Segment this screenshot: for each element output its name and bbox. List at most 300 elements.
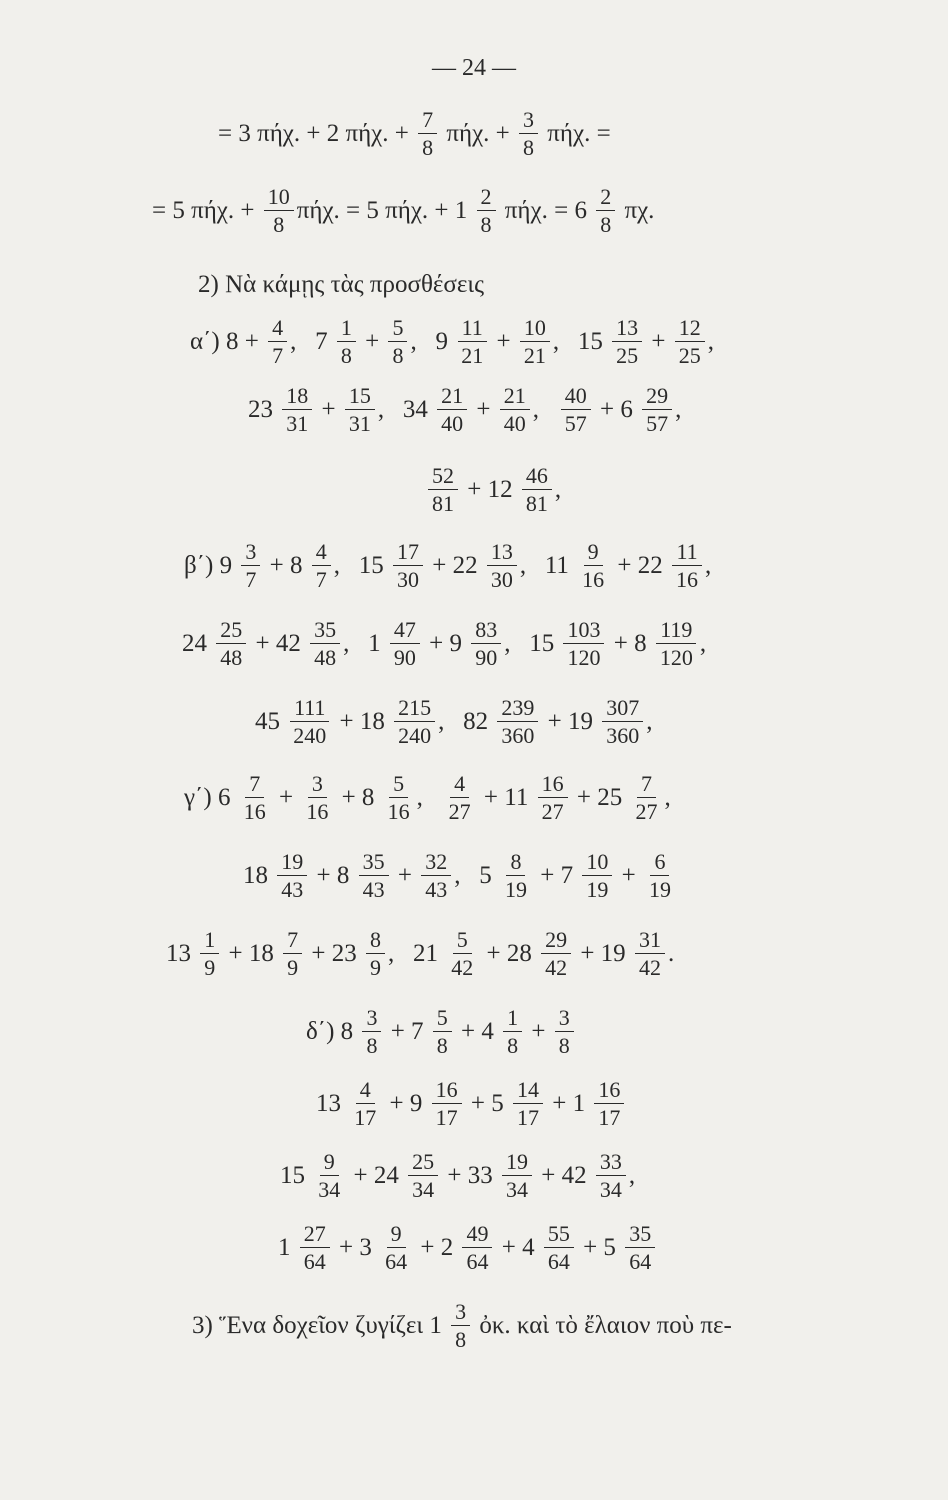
fraction bbox=[314, 1150, 344, 1201]
text-segment: + bbox=[490, 328, 517, 356]
fraction-numerator: 13 bbox=[612, 316, 642, 342]
fraction bbox=[594, 1078, 624, 1129]
text-segment: , bbox=[705, 552, 712, 580]
text-segment: 2) Νὰ κάμῃς τὰς προσθέσεις bbox=[198, 271, 485, 298]
fraction bbox=[345, 384, 375, 435]
text-segment: + 7 bbox=[533, 862, 580, 890]
text-segment: , bbox=[664, 784, 671, 812]
fraction-numerator: 10 bbox=[582, 850, 612, 876]
fraction bbox=[625, 1222, 655, 1273]
fraction-denominator: 9 bbox=[287, 955, 299, 981]
text-line bbox=[306, 1006, 577, 1057]
text-segment: 23 bbox=[248, 396, 280, 424]
text-segment: 13 bbox=[316, 1090, 348, 1118]
fraction-denominator: 34 bbox=[505, 1177, 528, 1203]
fraction-numerator: 7 bbox=[418, 108, 437, 134]
fraction-numerator: 2 bbox=[596, 185, 615, 211]
fraction bbox=[359, 850, 389, 901]
fraction bbox=[421, 850, 451, 901]
page-number: — 24 — bbox=[432, 55, 516, 81]
fraction bbox=[437, 384, 467, 435]
text-segment: , bbox=[532, 396, 558, 424]
text-line bbox=[166, 928, 674, 979]
text-segment: + 18 bbox=[333, 708, 392, 736]
fraction bbox=[241, 540, 260, 591]
fraction bbox=[264, 185, 294, 236]
text-segment: + 11 bbox=[477, 784, 535, 812]
text-segment: α΄) 8 + bbox=[190, 328, 266, 356]
text-line bbox=[192, 1300, 732, 1351]
fraction bbox=[635, 928, 665, 979]
fraction bbox=[544, 1222, 574, 1273]
text-line bbox=[184, 772, 671, 823]
fraction-numerator: 7 bbox=[283, 928, 302, 954]
text-segment: , 82 bbox=[438, 708, 495, 736]
text-segment: + 19 bbox=[574, 940, 632, 968]
fraction bbox=[433, 1006, 452, 1057]
text-segment: + 5 bbox=[464, 1090, 510, 1118]
text-segment: + 9 bbox=[422, 630, 469, 658]
fraction-numerator: 35 bbox=[625, 1222, 655, 1248]
text-segment: . bbox=[667, 940, 675, 968]
fraction-numerator: 4 bbox=[450, 772, 469, 798]
text-segment: + 3 bbox=[332, 1234, 379, 1262]
text-segment: , 11 bbox=[519, 552, 576, 580]
text-line bbox=[243, 850, 678, 901]
fraction bbox=[471, 618, 501, 669]
fraction-numerator: 21 bbox=[500, 384, 530, 410]
fraction-denominator: 42 bbox=[451, 955, 474, 981]
text-segment: + 5 bbox=[576, 1234, 623, 1262]
fraction bbox=[487, 540, 517, 591]
fraction-denominator: 48 bbox=[314, 645, 337, 671]
fraction-denominator: 8 bbox=[436, 1033, 448, 1059]
text-segment: πήχ. = bbox=[541, 120, 611, 148]
fraction bbox=[642, 384, 672, 435]
fraction-denominator: 64 bbox=[303, 1249, 326, 1275]
text-segment: + 24 bbox=[347, 1162, 406, 1190]
fraction-denominator: 8 bbox=[422, 135, 434, 161]
fraction-denominator: 42 bbox=[638, 955, 661, 981]
fraction bbox=[520, 316, 550, 367]
text-segment: + bbox=[272, 784, 300, 812]
fraction bbox=[631, 772, 661, 823]
text-segment: , 15 bbox=[552, 328, 610, 356]
fraction-denominator: 30 bbox=[396, 567, 419, 593]
text-segment: + 8 bbox=[310, 862, 356, 890]
text-line bbox=[280, 1150, 635, 1201]
fraction-denominator: 17 bbox=[354, 1105, 377, 1131]
fraction-denominator: 16 bbox=[676, 567, 699, 593]
fraction-numerator: 49 bbox=[462, 1222, 492, 1248]
text-segment: 24 bbox=[182, 630, 214, 658]
fraction-numerator: 9 bbox=[584, 540, 603, 566]
fraction bbox=[555, 1006, 574, 1057]
fraction bbox=[390, 618, 420, 669]
fraction bbox=[312, 540, 331, 591]
fraction bbox=[282, 384, 312, 435]
fraction bbox=[393, 540, 423, 591]
text-segment: + bbox=[525, 1018, 552, 1046]
fraction-numerator: 9 bbox=[320, 1150, 339, 1176]
text-segment: 3) Ἕνα δοχεῖον ζυγίζει 1 bbox=[192, 1312, 449, 1340]
fraction-denominator: 42 bbox=[545, 955, 568, 981]
text-segment: πχ. bbox=[618, 197, 655, 225]
fraction-denominator: 30 bbox=[490, 567, 513, 593]
fraction-numerator: 1 bbox=[200, 928, 219, 954]
fraction-numerator: 25 bbox=[216, 618, 246, 644]
fraction-numerator: 307 bbox=[602, 696, 643, 722]
fraction-denominator: 34 bbox=[318, 1177, 341, 1203]
fraction bbox=[384, 772, 414, 823]
text-line bbox=[198, 272, 484, 297]
fraction bbox=[337, 316, 356, 367]
text-segment: ὀκ. καὶ τὸ ἔλαιον ποὺ πε- bbox=[473, 1312, 732, 1340]
fraction-numerator: 239 bbox=[497, 696, 538, 722]
fraction bbox=[300, 1222, 330, 1273]
fraction-numerator: 32 bbox=[421, 850, 451, 876]
fraction bbox=[408, 1150, 438, 1201]
fraction-denominator: 64 bbox=[547, 1249, 570, 1275]
fraction-numerator: 10 bbox=[264, 185, 294, 211]
text-segment: + 4 bbox=[495, 1234, 541, 1262]
fraction bbox=[388, 316, 407, 367]
fraction bbox=[362, 1006, 381, 1057]
fraction-numerator: 1 bbox=[337, 316, 356, 342]
fraction bbox=[500, 384, 530, 435]
fraction-numerator: 27 bbox=[300, 1222, 330, 1248]
fraction-denominator: 240 bbox=[398, 723, 432, 749]
text-segment: γ΄) 6 bbox=[184, 784, 237, 812]
fraction-denominator: 8 bbox=[392, 343, 404, 369]
text-segment: 1 bbox=[278, 1234, 297, 1262]
text-segment: , 15 bbox=[333, 552, 390, 580]
fraction-denominator: 43 bbox=[425, 877, 448, 903]
fraction-denominator: 240 bbox=[293, 723, 327, 749]
fraction bbox=[216, 618, 246, 669]
fraction-denominator: 8 bbox=[340, 343, 352, 369]
fraction-denominator: 7 bbox=[272, 343, 284, 369]
fraction bbox=[656, 618, 697, 669]
text-segment: , 5 bbox=[454, 862, 498, 890]
fraction-denominator: 8 bbox=[558, 1033, 570, 1059]
fraction bbox=[582, 850, 612, 901]
text-segment: + 22 bbox=[611, 552, 670, 580]
text-segment: + 22 bbox=[425, 552, 484, 580]
text-segment: , bbox=[646, 708, 653, 736]
fraction-numerator: 9 bbox=[387, 1222, 406, 1248]
fraction-numerator: 29 bbox=[642, 384, 672, 410]
fraction-denominator: 8 bbox=[480, 212, 492, 238]
fraction-denominator: 27 bbox=[448, 799, 471, 825]
fraction-numerator: 12 bbox=[675, 316, 705, 342]
text-segment: + 8 bbox=[607, 630, 653, 658]
fraction-numerator: 35 bbox=[310, 618, 340, 644]
fraction-numerator: 31 bbox=[635, 928, 665, 954]
fraction-denominator: 57 bbox=[646, 411, 669, 437]
text-segment: + 8 bbox=[263, 552, 309, 580]
fraction-denominator: 64 bbox=[466, 1249, 489, 1275]
fraction-numerator: 19 bbox=[502, 1150, 532, 1176]
fraction-numerator: 103 bbox=[563, 618, 604, 644]
text-segment: , 15 bbox=[504, 630, 561, 658]
fraction bbox=[289, 696, 330, 747]
fraction-numerator: 29 bbox=[541, 928, 571, 954]
fraction-denominator: 16 bbox=[306, 799, 329, 825]
fraction bbox=[596, 185, 615, 236]
text-segment: 45 bbox=[255, 708, 287, 736]
fraction bbox=[268, 316, 287, 367]
fraction-numerator: 25 bbox=[408, 1150, 438, 1176]
text-segment: , bbox=[628, 1162, 636, 1190]
fraction-denominator: 81 bbox=[432, 491, 454, 517]
text-segment: + bbox=[358, 328, 386, 356]
fraction-denominator: 34 bbox=[412, 1177, 435, 1203]
fraction-numerator: 17 bbox=[393, 540, 423, 566]
fraction bbox=[240, 772, 270, 823]
fraction bbox=[502, 1150, 532, 1201]
fraction-denominator: 9 bbox=[369, 955, 381, 981]
text-segment: , 9 bbox=[410, 328, 455, 356]
text-segment: πήχ. = 5 πήχ. + 1 bbox=[296, 197, 474, 225]
fraction bbox=[578, 540, 608, 591]
fraction bbox=[541, 928, 571, 979]
fraction-numerator: 16 bbox=[538, 772, 568, 798]
text-segment: + 12 bbox=[461, 476, 519, 504]
text-segment: δ΄) 8 bbox=[306, 1018, 360, 1046]
text-segment: 18 bbox=[243, 862, 275, 890]
fraction-numerator: 8 bbox=[506, 850, 525, 876]
fraction-denominator: 21 bbox=[523, 343, 546, 369]
fraction-denominator: 16 bbox=[582, 567, 605, 593]
fraction-numerator: 13 bbox=[487, 540, 517, 566]
fraction-numerator: 6 bbox=[650, 850, 669, 876]
text-segment: , bbox=[416, 784, 442, 812]
text-segment: + 7 bbox=[384, 1018, 430, 1046]
fraction-numerator: 3 bbox=[451, 1300, 470, 1326]
fraction bbox=[522, 464, 552, 515]
fraction bbox=[561, 384, 591, 435]
fraction-numerator: 8 bbox=[366, 928, 385, 954]
fraction bbox=[672, 540, 702, 591]
fraction bbox=[501, 850, 531, 901]
text-segment: + 33 bbox=[441, 1162, 499, 1190]
text-line bbox=[248, 384, 681, 435]
fraction-denominator: 16 bbox=[243, 799, 266, 825]
fraction-numerator: 3 bbox=[555, 1006, 574, 1032]
fraction-numerator: 5 bbox=[389, 772, 408, 798]
fraction-denominator: 19 bbox=[586, 877, 609, 903]
fraction-numerator: 7 bbox=[245, 772, 264, 798]
fraction-numerator: 3 bbox=[519, 108, 538, 134]
fraction-numerator: 33 bbox=[596, 1150, 626, 1176]
fraction-denominator: 43 bbox=[281, 877, 304, 903]
fraction-numerator: 11 bbox=[672, 540, 701, 566]
fraction bbox=[538, 772, 568, 823]
fraction bbox=[366, 928, 385, 979]
fraction-numerator: 15 bbox=[345, 384, 375, 410]
fraction-denominator: 25 bbox=[678, 343, 701, 369]
fraction bbox=[310, 618, 340, 669]
fraction bbox=[462, 1222, 492, 1273]
fraction-numerator: 4 bbox=[268, 316, 287, 342]
fraction-denominator: 27 bbox=[541, 799, 564, 825]
fraction-numerator: 5 bbox=[453, 928, 472, 954]
fraction-denominator: 48 bbox=[220, 645, 243, 671]
fraction-denominator: 40 bbox=[503, 411, 526, 437]
text-segment: + 42 bbox=[249, 630, 308, 658]
fraction-denominator: 8 bbox=[507, 1033, 519, 1059]
fraction-denominator: 27 bbox=[635, 799, 658, 825]
fraction-denominator: 19 bbox=[648, 877, 671, 903]
fraction-numerator: 14 bbox=[513, 1078, 543, 1104]
fraction-denominator: 21 bbox=[461, 343, 484, 369]
fraction bbox=[563, 618, 604, 669]
fraction-numerator: 55 bbox=[544, 1222, 574, 1248]
fraction-numerator: 2 bbox=[477, 185, 496, 211]
fraction bbox=[200, 928, 219, 979]
fraction bbox=[451, 1300, 470, 1351]
fraction bbox=[519, 108, 538, 159]
text-line bbox=[152, 185, 654, 236]
fraction-denominator: 8 bbox=[273, 212, 285, 238]
fraction-denominator: 19 bbox=[504, 877, 527, 903]
text-segment: + 8 bbox=[335, 784, 381, 812]
text-line bbox=[255, 696, 652, 747]
text-segment: 13 bbox=[166, 940, 198, 968]
text-segment: + bbox=[645, 328, 672, 356]
fraction-numerator: 19 bbox=[277, 850, 307, 876]
text-segment: , bbox=[699, 630, 707, 658]
text-segment: + bbox=[470, 396, 497, 424]
fraction-numerator: 47 bbox=[390, 618, 420, 644]
text-segment: πήχ. = 6 bbox=[498, 197, 594, 225]
fraction-numerator: 4 bbox=[356, 1078, 375, 1104]
text-line bbox=[316, 1078, 627, 1129]
fraction bbox=[381, 1222, 411, 1273]
fraction-numerator: 5 bbox=[388, 316, 407, 342]
fraction-numerator: 16 bbox=[432, 1078, 462, 1104]
text-segment: + 6 bbox=[593, 396, 640, 424]
fraction bbox=[447, 928, 477, 979]
text-segment: , 1 bbox=[343, 630, 387, 658]
text-segment: + 1 bbox=[545, 1090, 592, 1118]
fraction-denominator: 31 bbox=[286, 411, 309, 437]
fraction-numerator: 83 bbox=[471, 618, 501, 644]
text-segment: + 9 bbox=[383, 1090, 429, 1118]
fraction-numerator: 11 bbox=[458, 316, 487, 342]
fraction-denominator: 7 bbox=[245, 567, 257, 593]
fraction-denominator: 25 bbox=[616, 343, 639, 369]
fraction bbox=[513, 1078, 543, 1129]
fraction-denominator: 31 bbox=[348, 411, 371, 437]
fraction-numerator: 16 bbox=[594, 1078, 624, 1104]
fraction bbox=[645, 850, 675, 901]
text-segment: + 42 bbox=[534, 1162, 593, 1190]
text-segment: , 34 bbox=[377, 396, 435, 424]
fraction-denominator: 90 bbox=[393, 645, 416, 671]
text-segment: + 28 bbox=[480, 940, 539, 968]
fraction-denominator: 9 bbox=[204, 955, 216, 981]
text-segment: = 5 πήχ. + bbox=[152, 197, 261, 225]
fraction-denominator: 360 bbox=[501, 723, 535, 749]
fraction bbox=[602, 696, 643, 747]
fraction-numerator: 35 bbox=[359, 850, 389, 876]
text-segment: + bbox=[391, 862, 419, 890]
fraction bbox=[445, 772, 475, 823]
fraction bbox=[277, 850, 307, 901]
fraction-numerator: 119 bbox=[656, 618, 696, 644]
text-segment: + 25 bbox=[570, 784, 629, 812]
fraction-denominator: 16 bbox=[387, 799, 410, 825]
text-segment: , 21 bbox=[387, 940, 445, 968]
fraction-numerator: 7 bbox=[637, 772, 656, 798]
text-segment: + 2 bbox=[414, 1234, 460, 1262]
fraction-numerator: 3 bbox=[362, 1006, 381, 1032]
fraction-denominator: 64 bbox=[629, 1249, 652, 1275]
text-segment: πήχ. + bbox=[440, 120, 517, 148]
fraction-denominator: 43 bbox=[362, 877, 385, 903]
text-segment: + 19 bbox=[541, 708, 600, 736]
fraction bbox=[675, 316, 705, 367]
fraction-numerator: 111 bbox=[290, 696, 329, 722]
text-segment: + bbox=[315, 396, 342, 424]
text-segment: + 4 bbox=[454, 1018, 501, 1046]
text-line bbox=[218, 108, 611, 159]
text-segment: + 23 bbox=[305, 940, 363, 968]
fraction-numerator: 46 bbox=[522, 464, 552, 490]
text-line bbox=[184, 540, 711, 591]
fraction bbox=[394, 696, 435, 747]
fraction-numerator: 21 bbox=[437, 384, 467, 410]
fraction bbox=[432, 1078, 462, 1129]
text-line bbox=[425, 464, 561, 515]
fraction-denominator: 360 bbox=[606, 723, 640, 749]
fraction-denominator: 90 bbox=[475, 645, 498, 671]
fraction-denominator: 120 bbox=[659, 645, 693, 671]
text-line bbox=[182, 618, 706, 669]
fraction-numerator: 3 bbox=[241, 540, 260, 566]
fraction-numerator: 5 bbox=[433, 1006, 452, 1032]
fraction-numerator: 40 bbox=[561, 384, 591, 410]
fraction bbox=[503, 1006, 522, 1057]
fraction-denominator: 8 bbox=[366, 1033, 378, 1059]
text-segment: , bbox=[554, 476, 562, 504]
fraction-numerator: 1 bbox=[503, 1006, 522, 1032]
fraction-numerator: 10 bbox=[520, 316, 550, 342]
text-line bbox=[190, 316, 714, 367]
fraction-denominator: 120 bbox=[567, 645, 601, 671]
fraction bbox=[477, 185, 496, 236]
text-segment: = 3 πήχ. + 2 πήχ. + bbox=[218, 120, 416, 148]
fraction bbox=[612, 316, 642, 367]
fraction-denominator: 57 bbox=[564, 411, 587, 437]
fraction bbox=[418, 108, 437, 159]
fraction bbox=[596, 1150, 626, 1201]
fraction-numerator: 18 bbox=[282, 384, 312, 410]
fraction-denominator: 34 bbox=[599, 1177, 622, 1203]
text-segment: , bbox=[707, 328, 714, 356]
fraction-denominator: 64 bbox=[385, 1249, 408, 1275]
text-line bbox=[278, 1222, 658, 1273]
fraction-denominator: 7 bbox=[315, 567, 327, 593]
fraction-denominator: 17 bbox=[435, 1105, 458, 1131]
fraction-denominator: 40 bbox=[441, 411, 464, 437]
fraction-numerator: 215 bbox=[394, 696, 435, 722]
fraction-numerator: 4 bbox=[312, 540, 331, 566]
fraction-denominator: 8 bbox=[523, 135, 535, 161]
text-segment: + 18 bbox=[222, 940, 281, 968]
